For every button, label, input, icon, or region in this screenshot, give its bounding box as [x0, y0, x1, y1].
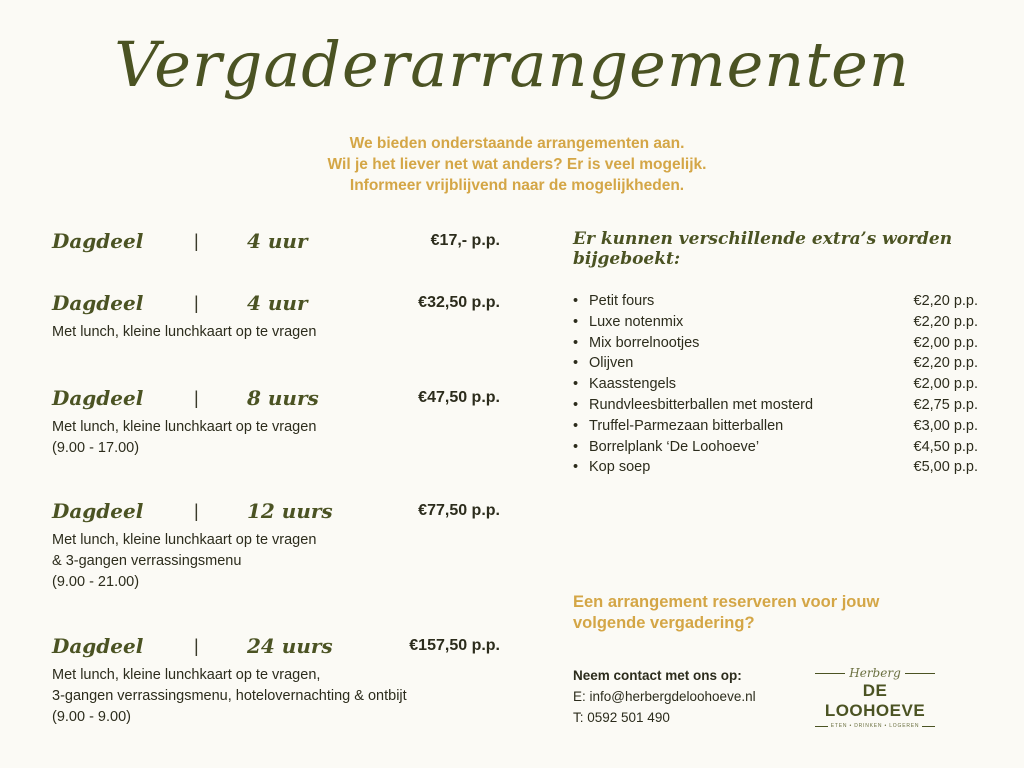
bullet: •: [573, 293, 579, 309]
list-item: [573, 333, 978, 354]
list-item: [573, 353, 978, 374]
package-separator: |: [194, 388, 199, 408]
description-line: Met lunch, kleine lunchkaart op te vragen: [52, 419, 317, 435]
extras-heading: Er kunnen verschillende extra’s worden bijgeboekt:: [573, 229, 953, 269]
package-price: €47,50 p.p.: [418, 389, 500, 406]
package-4h-basic: [52, 229, 512, 257]
package-separator: |: [194, 636, 199, 656]
package-name: Dagdeel: [52, 499, 144, 523]
bullet: •: [573, 334, 579, 351]
bullet: •: [573, 355, 579, 372]
package-name: Dagdeel: [52, 229, 144, 253]
reserve-line: Een arrangement reserveren voor jouw: [573, 593, 880, 611]
bullet: •: [573, 438, 579, 455]
intro-line: Informeer vrijblijvend naar de mogelijkheden.: [349, 177, 685, 194]
bullet: •: [573, 313, 579, 330]
extra-price: €2,00 p.p.: [913, 376, 978, 393]
description-line: & 3-gangen verrassingsmenu: [52, 553, 242, 569]
bullet: •: [573, 459, 579, 476]
package-duration: 24 uurs: [247, 634, 333, 658]
package-duration: 8 uurs: [247, 386, 319, 410]
description-line: Met lunch, kleine lunchkaart op te vragen,: [52, 667, 321, 683]
list-item: [573, 291, 978, 312]
list-item: [573, 457, 978, 478]
bullet: •: [573, 417, 579, 434]
package-24h: [52, 634, 512, 728]
extra-price: €5,00 p.p.: [913, 459, 978, 476]
extras-list: [573, 291, 978, 478]
package-12h: [52, 499, 512, 593]
extra-name: Rundvleesbitterballen met mosterd: [589, 396, 814, 413]
description-line: Met lunch, kleine lunchkaart op te vragen: [52, 324, 317, 340]
description-line: (9.00 - 17.00): [52, 440, 140, 456]
extra-name: Olijven: [589, 355, 634, 372]
contact-heading: Neem contact met ons op:: [573, 668, 742, 683]
package-duration: 4 uur: [247, 229, 308, 253]
list-item: [573, 416, 978, 437]
package-price: €17,- p.p.: [430, 232, 500, 249]
logo-divider: [815, 726, 828, 727]
package-separator: |: [194, 501, 199, 521]
logo-divider: [905, 673, 935, 674]
extra-price: €2,20 p.p.: [913, 293, 978, 309]
logo-tagline: ETEN • DRINKEN • LOGEREN: [830, 723, 920, 729]
bullet: •: [573, 396, 579, 413]
package-name: Dagdeel: [52, 634, 144, 658]
package-price: €32,50 p.p.: [418, 294, 500, 311]
extra-price: €2,20 p.p.: [913, 355, 978, 372]
contact-phone[interactable]: T: 0592 501 490: [573, 710, 670, 725]
extra-name: Luxe notenmix: [589, 313, 684, 330]
logo-divider: [922, 726, 935, 727]
intro-line: We bieden onderstaande arrangementen aan.: [349, 135, 685, 152]
extra-price: €4,50 p.p.: [913, 438, 978, 455]
package-price: €157,50 p.p.: [409, 637, 500, 654]
extra-price: €2,20 p.p.: [913, 313, 978, 330]
list-item: [573, 395, 978, 416]
description-line: Met lunch, kleine lunchkaart op te vragen: [52, 532, 317, 548]
list-item: [573, 312, 978, 333]
intro-text: [0, 133, 1024, 196]
description-line: (9.00 - 21.00): [52, 574, 140, 590]
package-name: Dagdeel: [52, 291, 144, 315]
package-name: Dagdeel: [52, 386, 144, 410]
description-line: 3-gangen verrassingsmenu, hotelovernachting & ontbijt: [52, 688, 407, 704]
logo-name: DE LOOHOEVE: [824, 681, 926, 720]
package-8h: [52, 386, 512, 459]
logo-script-text: Herberg: [849, 666, 901, 680]
reserve-heading: [573, 592, 973, 634]
package-separator: |: [194, 231, 199, 251]
brand-logo: [815, 666, 935, 729]
intro-line: Wil je het liever net wat anders? Er is veel mogelijk.: [327, 156, 707, 173]
package-duration: 4 uur: [247, 291, 308, 315]
extra-name: Kop soep: [589, 459, 651, 476]
list-item: [573, 374, 978, 395]
logo-divider: [815, 673, 845, 674]
contact-email[interactable]: E: info@herbergdeloohoeve.nl: [573, 689, 756, 704]
bullet: •: [573, 376, 579, 393]
list-item: [573, 437, 978, 458]
extra-name: Petit fours: [589, 293, 655, 309]
reserve-line: volgende vergadering?: [573, 614, 755, 632]
description-line: (9.00 - 9.00): [52, 709, 131, 725]
extra-price: €2,75 p.p.: [913, 396, 978, 413]
extra-price: €3,00 p.p.: [913, 417, 978, 434]
package-duration: 12 uurs: [247, 499, 333, 523]
package-description: [52, 417, 512, 459]
extra-name: Kaasstengels: [589, 376, 677, 393]
extra-name: Borrelplank ‘De Loohoeve’: [589, 438, 760, 455]
package-price: €77,50 p.p.: [418, 502, 500, 519]
extra-name: Truffel-Parmezaan bitterballen: [589, 417, 784, 434]
package-4h-lunch: [52, 291, 512, 343]
package-description: [52, 530, 512, 593]
package-description: [52, 322, 512, 343]
contact-block: [573, 665, 813, 728]
page-title: Vergaderarrangementen: [114, 28, 910, 101]
extra-name: Mix borrelnootjes: [589, 334, 700, 351]
package-separator: |: [194, 293, 199, 313]
package-description: [52, 665, 512, 728]
extra-price: €2,00 p.p.: [913, 334, 978, 351]
